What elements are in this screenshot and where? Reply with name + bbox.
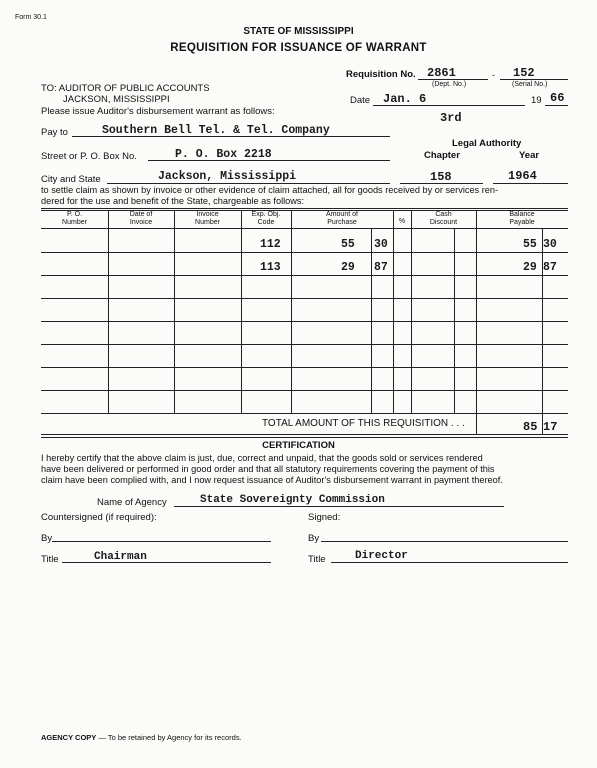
serial-caption: (Serial No.)	[512, 81, 548, 88]
by-label-right: By	[308, 533, 320, 544]
row-2-balance-cents: 87	[543, 261, 557, 274]
header-exp-obj-code: Exp. Obj. Code	[251, 211, 281, 226]
agency-copy-label: AGENCY COPY	[41, 733, 97, 742]
header-balance-payable: Balance Payable	[509, 211, 535, 226]
row-1-balance-dollars: 55	[523, 238, 537, 251]
row-2-balance-dollars: 29	[523, 261, 537, 274]
street-label: Street or P. O. Box No.	[41, 151, 137, 162]
city-label: City and State	[41, 174, 101, 185]
countersigned-label: Countersigned (if required):	[41, 512, 157, 523]
date-value: Jan. 6	[383, 92, 427, 106]
dept-caption: (Dept. No.)	[432, 81, 467, 88]
header-cash-discount: Cash Discount	[429, 211, 458, 226]
header-date-of-invoice: Date of Invoice	[129, 211, 153, 226]
header-amount-of-purchase: Amount of Purchase	[326, 211, 358, 226]
to-city: JACKSON, MISSISSIPPI	[63, 94, 170, 105]
certification-text-3: claim have been complied with, and I now request issuance of Auditor's disbursement warrant in payment thereof.	[41, 475, 503, 485]
total-label: TOTAL AMOUNT OF THIS REQUISITION . . .	[262, 418, 465, 429]
title-label-right: Title	[308, 554, 326, 565]
row-1-balance-cents: 30	[543, 238, 557, 251]
pay-to-label: Pay to	[41, 127, 68, 138]
by-label-left: By	[41, 533, 53, 544]
street-value: P. O. Box 2218	[175, 148, 272, 161]
legal-authority-heading: Legal Authority	[452, 138, 522, 149]
row-1-code: 112	[260, 238, 281, 251]
total-cents: 17	[543, 420, 558, 434]
pay-to-value: Southern Bell Tel. & Tel. Company	[102, 124, 330, 137]
extra-session: 3rd	[440, 111, 462, 125]
header-invoice-number: Invoice Number	[195, 211, 220, 226]
header-percent: %	[398, 218, 406, 225]
form-number: Form 30.1	[15, 14, 47, 21]
dept-number: 2861	[427, 66, 456, 80]
title-label-left: Title	[41, 554, 59, 565]
instruction: Please issue Auditor's disbursement warrant as follows:	[41, 106, 275, 117]
legal-year-value: 1964	[508, 169, 537, 183]
header-po-number: P. O. Number	[62, 211, 87, 226]
year-label: Year	[519, 150, 540, 161]
chapter-value: 158	[430, 170, 452, 184]
row-1-amount-dollars: 55	[341, 238, 355, 251]
row-1-amount-cents: 30	[374, 238, 388, 251]
chapter-label: Chapter	[424, 150, 460, 161]
agency-name-label: Name of Agency	[97, 497, 167, 508]
row-2-amount-dollars: 29	[341, 261, 355, 274]
city-value: Jackson, Mississippi	[158, 170, 297, 183]
date-label: Date	[350, 95, 371, 106]
settle-text-2: dered for the use and benefit of the State, chargeable as follows:	[41, 196, 305, 206]
certification-text-2: have been delivered or performed in good order and that all statutory requirements covering the payment of this	[41, 464, 495, 474]
to-auditor: TO: AUDITOR OF PUBLIC ACCOUNTS	[41, 83, 210, 94]
form-title: REQUISITION FOR ISSUANCE OF WARRANT	[170, 42, 427, 54]
footer-note	[41, 733, 242, 742]
row-2-amount-cents: 87	[374, 261, 388, 274]
signed-label: Signed:	[308, 512, 341, 523]
certification-text-1: I hereby certify that the above claim is just, due, correct and unpaid, that the goods sold or services rendered	[41, 453, 483, 463]
year-prefix: 19	[531, 95, 542, 106]
certification-heading: CERTIFICATION	[262, 440, 335, 451]
agency-name-value: State Sovereignty Commission	[200, 494, 385, 506]
state-title: STATE OF MISSISSIPPI	[243, 26, 354, 37]
requisition-label: Requisition No.	[346, 69, 416, 80]
row-2-code: 113	[260, 261, 281, 274]
title-value-right: Director	[355, 550, 408, 562]
serial-number: 152	[513, 66, 535, 80]
settle-text-1: to settle claim as shown by invoice or other evidence of claim attached, all for goods received by or services ren-	[41, 185, 499, 195]
title-value-left: Chairman	[94, 551, 147, 563]
retain-text: — To be retained by Agency for its records.	[96, 733, 242, 742]
year-value: 66	[550, 91, 565, 105]
total-dollars: 85	[523, 420, 538, 434]
